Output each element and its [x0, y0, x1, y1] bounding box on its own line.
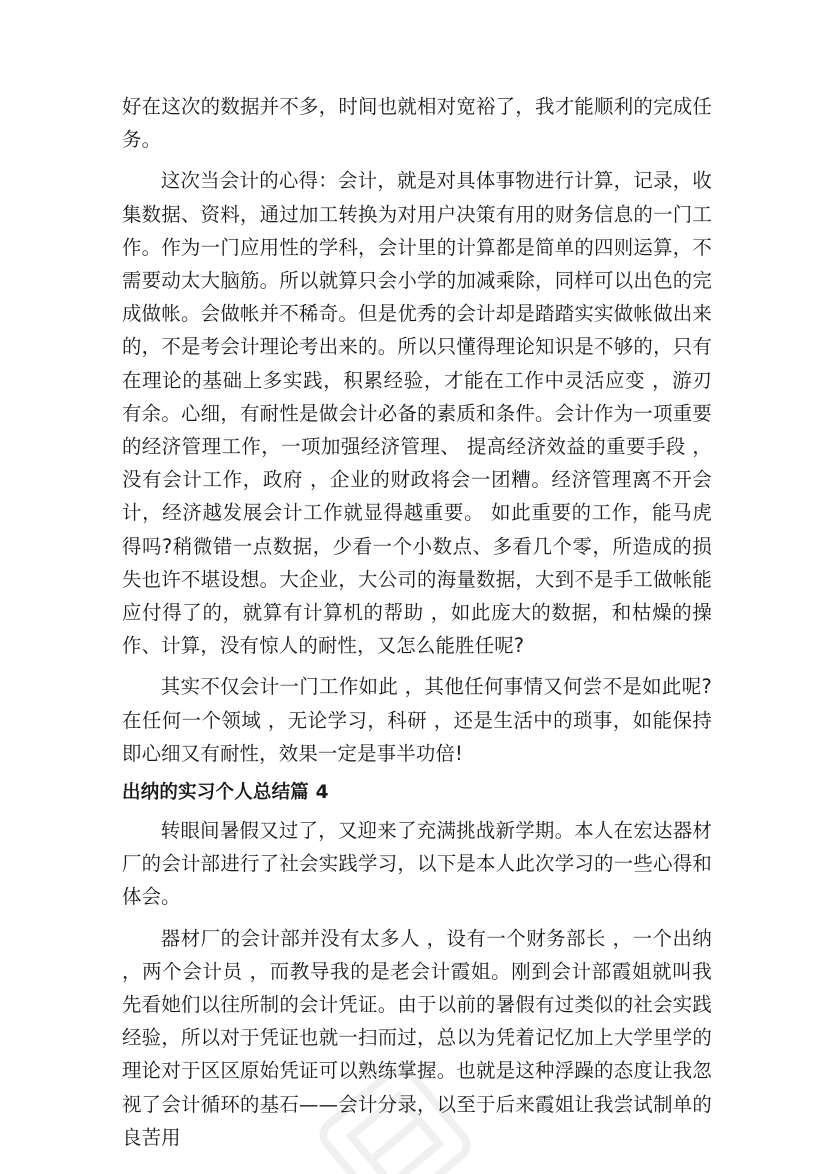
document-body: [122, 90, 712, 1162]
paragraph-summer-practice: 转眼间暑假又过了，又迎来了充满挑战新学期。本人在宏达器材厂的会计部进行了社会实践学习，以下是本人此次学习的一些心得和体会。: [122, 819, 712, 909]
paragraph-continuation: 好在这次的数据并不多，时间也就相对宽裕了，我才能顺利的完成任务。: [122, 95, 712, 152]
paragraph-accounting-department: 器材厂的会计部并没有太多人 ，设有一个财务部长 ，一个出纳 ，两个会计员 ，而教导我的是老会计霞姐。刚到会计部霞姐就叫我先看她们以往所制的会计凭证。由于以前的暑假有过类似的社会实践经验，所以对于凭证也就一扫而过，总以为凭着记忆加上大学里学的理论对于区区原始凭证可以熟练掌握。也就是这种浮躁的态度让我忽视了会计循环的基石——会计分录，以至于后来霞姐让我尝试制单的良苦用: [122, 926, 712, 1149]
paragraph-patience: 其实不仅会计一门工作如此 ，其他任何事情又何尝不是如此呢?在任何一个领域 ，无论学习，科研 ，还是生活中的琐事，如能保持即心细又有耐性，效果一定是事半功倍!: [122, 675, 712, 765]
paragraph-accounting-insight: 这次当会计的心得：会计，就是对具体事物进行计算，记录，收集数据、资料，通过加工转换为对用户决策有用的财务信息的一门工作。作为一门应用性的学科，会计里的计算都是简单的四则运算，不需要动太大脑筋。所以就算只会小学的加减乘除，同样可以出色的完成做帐。会做帐并不稀奇。但是优秀的会计却是踏踏实实做帐做出来的，不是考会计理论考出来的。所以只懂得理论知识是不够的，只有在理论的基础上多实践，积累经验，才能在工作中灵活应变 ，游刃有余。心细，有耐性是做会计必备的素质和条件。会计作为一项重要的经济管理工作，一项加强经济管理、 提高经济效益的重要手段 ，没有会计工作，政府 ，企业的财政将会一团糟。经济管理离不开会计，经济越发展会计工作就显得越重要。 如此重要的工作，能马虎得吗?稍微错一点数据，少看一个小数点、多看几个零，所造成的损失也许不堪设想。大企业，大公司的海量数据，大到不是手工做帐能应付得了的，就算有计算机的帮助 ，如此庞大的数据，和枯燥的操作、计算，没有惊人的耐性，又怎么能胜任呢?: [122, 169, 712, 658]
section-heading: 出纳的实习个人总结篇 4: [122, 782, 329, 804]
